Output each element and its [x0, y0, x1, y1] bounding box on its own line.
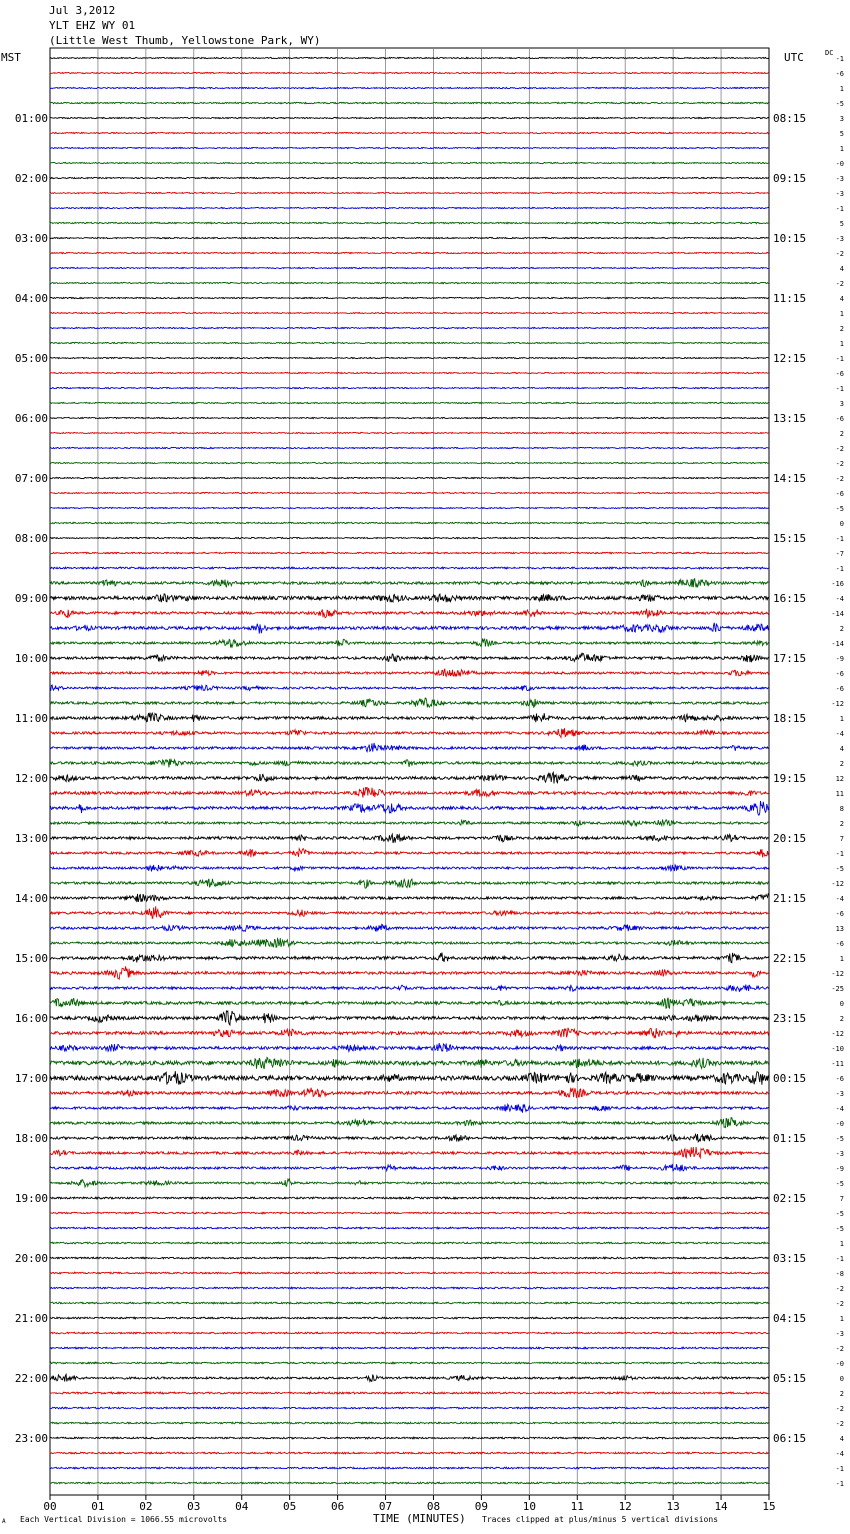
left-hour-label: 07:00 — [14, 472, 48, 485]
dc-offset-value: -9 — [835, 1165, 844, 1173]
seismic-trace — [50, 72, 769, 73]
seismic-trace — [50, 579, 769, 588]
seismic-trace — [50, 906, 769, 918]
seismic-trace — [50, 462, 769, 463]
station-location: (Little West Thumb, Yellowstone Park, WY) — [49, 34, 321, 47]
right-hour-label: 23:15 — [773, 1012, 807, 1025]
left-hour-label: 04:00 — [14, 292, 48, 305]
right-hour-label: 19:15 — [773, 772, 807, 785]
seismic-trace — [50, 938, 769, 947]
trace-layer — [50, 57, 769, 1483]
right-hour-label: 10:15 — [773, 232, 807, 245]
dc-offset-value: -1 — [835, 535, 844, 543]
seismic-trace — [50, 1332, 769, 1334]
dc-offset-value: -4 — [835, 730, 844, 738]
right-hour-label: 15:15 — [773, 532, 807, 545]
dc-offset-value: -6 — [835, 670, 844, 678]
dc-offset-value: -1 — [835, 1465, 844, 1473]
x-tick-label: 15 — [762, 1500, 776, 1513]
seismic-trace — [50, 1482, 769, 1484]
seismic-trace — [50, 1287, 769, 1289]
x-tick-label: 11 — [570, 1500, 584, 1513]
dc-offset-value: -7 — [835, 550, 844, 558]
dc-offset-value: -16 — [831, 580, 844, 588]
seismic-trace — [50, 1147, 769, 1158]
seismic-trace — [50, 1347, 769, 1349]
dc-offset-value: -3 — [835, 190, 844, 198]
seismic-trace — [50, 1257, 769, 1259]
dc-offset-value: -4 — [835, 1105, 844, 1113]
dc-offset-value: 1 — [839, 1240, 844, 1248]
seismic-trace — [50, 1043, 769, 1052]
station-code: YLT EHZ WY 01 — [49, 19, 136, 32]
dc-offset-value: 3 — [839, 400, 844, 408]
seismic-trace — [50, 402, 769, 403]
dc-offset-value: -2 — [835, 1300, 844, 1308]
right-hour-label: 22:15 — [773, 952, 807, 965]
seismic-trace — [50, 1164, 769, 1172]
seismic-trace — [50, 623, 769, 634]
seismic-trace — [50, 653, 769, 662]
x-tick-label: 13 — [666, 1500, 680, 1513]
dc-offset-value: -2 — [835, 1405, 844, 1413]
dc-offset-value: -6 — [835, 70, 844, 78]
left-hour-label: 19:00 — [14, 1192, 48, 1205]
dc-offset-value: 12 — [835, 775, 844, 783]
right-hour-label: 14:15 — [773, 472, 807, 485]
right-hour-label: 16:15 — [773, 592, 807, 605]
seismic-trace — [50, 162, 769, 163]
seismic-trace — [50, 372, 769, 373]
right-hour-label: 13:15 — [773, 412, 807, 425]
dc-offset-value: -6 — [835, 685, 844, 693]
right-hour-label: 21:15 — [773, 892, 807, 905]
seismic-trace — [50, 387, 769, 388]
seismic-trace — [50, 1134, 769, 1142]
dc-offset-value: 2 — [839, 1390, 844, 1398]
dc-offset-value: -1 — [835, 1480, 844, 1488]
dc-offset-value: -8 — [835, 1270, 844, 1278]
dc-offset-value: -0 — [835, 1360, 844, 1368]
dc-offset-value: 3 — [839, 115, 844, 123]
seismic-trace — [50, 894, 769, 902]
seismic-trace — [50, 743, 769, 752]
seismic-trace — [50, 537, 769, 538]
seismic-trace — [50, 685, 769, 691]
seismic-trace — [50, 327, 769, 328]
dc-offset-value: -1 — [835, 385, 844, 393]
seismic-trace — [50, 252, 769, 253]
dc-offset-value: -11 — [831, 1060, 844, 1068]
dc-offset-value: 7 — [839, 835, 844, 843]
seismic-trace — [50, 117, 769, 118]
seismic-trace — [50, 698, 769, 707]
left-hour-label: 15:00 — [14, 952, 48, 965]
left-hour-label: 13:00 — [14, 832, 48, 845]
x-tick-label: 01 — [91, 1500, 105, 1513]
seismic-trace — [50, 147, 769, 148]
dc-offset-value: -1 — [835, 565, 844, 573]
seismic-trace — [50, 728, 769, 737]
left-hour-label: 18:00 — [14, 1132, 48, 1145]
seismic-trace — [50, 267, 769, 268]
dc-offset-header: DC — [825, 49, 834, 57]
seismic-trace — [50, 1057, 769, 1069]
dc-offset-value: -3 — [835, 1150, 844, 1158]
left-hour-label: 22:00 — [14, 1372, 48, 1385]
plot-date: Jul 3,2012 — [49, 4, 116, 17]
dc-offset-value: -12 — [831, 700, 844, 708]
right-hour-label: 20:15 — [773, 832, 807, 845]
seismic-trace — [50, 1011, 769, 1025]
dc-offset-value: -6 — [835, 415, 844, 423]
left-timezone-label: MST — [1, 51, 21, 64]
dc-offset-value: -3 — [835, 1090, 844, 1098]
dc-offset-value: -6 — [835, 370, 844, 378]
dc-offset-value: -14 — [831, 610, 844, 618]
dc-offset-value: 8 — [839, 805, 844, 813]
dc-offset-value: 4 — [839, 1435, 844, 1443]
x-tick-label: 04 — [235, 1500, 249, 1513]
dc-offset-value: 1 — [839, 955, 844, 963]
left-hour-label: 06:00 — [14, 412, 48, 425]
seismic-trace — [50, 297, 769, 298]
dc-offset-value: -1 — [835, 205, 844, 213]
right-hour-label: 02:15 — [773, 1192, 807, 1205]
dc-offset-value: 2 — [839, 1015, 844, 1023]
seismic-trace — [50, 849, 769, 858]
seismic-trace — [50, 1212, 769, 1214]
left-hour-label: 01:00 — [14, 112, 48, 125]
seismic-trace — [50, 834, 769, 843]
left-hour-label: 17:00 — [14, 1072, 48, 1085]
dc-offset-value: 7 — [839, 1195, 844, 1203]
x-axis-title: TIME (MINUTES) — [373, 1512, 466, 1525]
seismic-trace — [50, 609, 769, 618]
seismic-trace — [50, 1242, 769, 1244]
dc-offset-value: -1 — [835, 850, 844, 858]
x-tick-label: 14 — [714, 1500, 728, 1513]
seismic-trace — [50, 1407, 769, 1409]
dc-offset-value: -0 — [835, 1120, 844, 1128]
seismic-trace — [50, 879, 769, 888]
seismic-trace — [50, 953, 769, 963]
dc-offset-value: -5 — [835, 505, 844, 513]
seismic-trace — [50, 87, 769, 88]
seismic-trace — [50, 492, 769, 493]
dc-offset-value: 1 — [839, 85, 844, 93]
seismic-trace — [50, 552, 769, 553]
dc-offset-value: 1 — [839, 310, 844, 318]
plot-frame — [50, 48, 769, 1495]
dc-offset-value: -6 — [835, 940, 844, 948]
seismic-trace — [50, 477, 769, 478]
dc-offset-value: 13 — [835, 925, 844, 933]
x-tick-label: 06 — [330, 1500, 345, 1513]
seismic-trace — [50, 1437, 769, 1439]
dc-offset-value: 4 — [839, 265, 844, 273]
dc-offset-value: 2 — [839, 625, 844, 633]
dc-offset-value: -5 — [835, 1180, 844, 1188]
dc-offset-value: -3 — [835, 1330, 844, 1338]
right-hour-label: 01:15 — [773, 1132, 807, 1145]
dc-offset-value: -4 — [835, 895, 844, 903]
dc-offset-value: 5 — [839, 130, 844, 138]
seismic-trace — [50, 713, 769, 723]
right-hour-label: 05:15 — [773, 1372, 807, 1385]
x-tick-label: 05 — [283, 1500, 297, 1513]
seismic-trace — [50, 507, 769, 508]
x-tick-label: 07 — [378, 1500, 393, 1513]
dc-offset-value: 5 — [839, 220, 844, 228]
seismic-trace — [50, 177, 769, 178]
dc-offset-value: -2 — [835, 1285, 844, 1293]
dc-offset-value: -3 — [835, 175, 844, 183]
corner-mark: A — [2, 1518, 6, 1525]
seismic-trace — [50, 1392, 769, 1394]
dc-offset-value: 1 — [839, 340, 844, 348]
dc-offset-value: -1 — [835, 1255, 844, 1263]
dc-offset-value: -6 — [835, 490, 844, 498]
dc-offset-value: -2 — [835, 460, 844, 468]
right-hour-label: 17:15 — [773, 652, 807, 665]
seismic-trace — [50, 417, 769, 418]
dc-offset-value: -0 — [835, 160, 844, 168]
dc-offset-value: -6 — [835, 910, 844, 918]
left-hour-label: 14:00 — [14, 892, 48, 905]
seismic-trace — [50, 522, 769, 523]
dc-offset-value: -2 — [835, 445, 844, 453]
seismic-trace — [50, 1362, 769, 1364]
left-hour-label: 20:00 — [14, 1252, 48, 1265]
x-tick-label: 10 — [522, 1500, 536, 1513]
dc-offset-value: -5 — [835, 1135, 844, 1143]
dc-offset-value: -2 — [835, 475, 844, 483]
seismic-trace — [50, 1227, 769, 1229]
right-hour-label: 00:15 — [773, 1072, 807, 1085]
seismic-trace — [50, 237, 769, 238]
dc-offset-value: -2 — [835, 280, 844, 288]
dc-offset-value: 2 — [839, 820, 844, 828]
x-tick-label: 00 — [43, 1500, 57, 1513]
left-hour-label: 21:00 — [14, 1312, 48, 1325]
x-tick-label: 12 — [618, 1500, 632, 1513]
left-hour-label: 12:00 — [14, 772, 48, 785]
seismic-trace — [50, 1467, 769, 1469]
seismic-trace — [50, 207, 769, 208]
seismic-trace — [50, 772, 769, 783]
seismic-trace — [50, 669, 769, 677]
x-tick-label: 09 — [474, 1500, 489, 1513]
dc-offset-value: -4 — [835, 1450, 844, 1458]
seismic-trace — [50, 1272, 769, 1274]
left-hour-label: 23:00 — [14, 1432, 48, 1445]
dc-offset-value: -2 — [835, 1420, 844, 1428]
dc-offset-value: 0 — [839, 1000, 844, 1008]
seismic-trace — [50, 638, 769, 647]
dc-offset-value: -5 — [835, 1210, 844, 1218]
seismic-trace — [50, 1317, 769, 1319]
seismic-trace — [50, 924, 769, 931]
seismic-trace — [50, 1452, 769, 1454]
left-hour-label: 05:00 — [14, 352, 48, 365]
dc-offset-value: 11 — [835, 790, 844, 798]
seismic-trace — [50, 222, 769, 223]
seismic-trace — [50, 1088, 769, 1098]
dc-offset-value: -5 — [835, 100, 844, 108]
seismic-trace — [50, 312, 769, 313]
x-tick-label: 03 — [187, 1500, 201, 1513]
seismic-trace — [50, 447, 769, 448]
scale-note: Each Vertical Division = 1066.55 microvolts — [20, 1515, 228, 1524]
right-hour-label: 08:15 — [773, 112, 807, 125]
seismic-trace — [50, 985, 769, 992]
seismic-trace — [50, 787, 769, 798]
seismic-trace — [50, 342, 769, 343]
dc-offset-value: 0 — [839, 520, 844, 528]
dc-offset-value: -3 — [835, 235, 844, 243]
right-hour-label: 11:15 — [773, 292, 807, 305]
dc-offset-value: -12 — [831, 1030, 844, 1038]
seismic-trace — [50, 1071, 769, 1085]
right-hour-label: 03:15 — [773, 1252, 807, 1265]
dc-offset-value: 2 — [839, 760, 844, 768]
dc-offset-value: 2 — [839, 430, 844, 438]
grid-layer — [50, 48, 769, 1500]
dc-offset-value: -1 — [835, 55, 844, 63]
dc-offset-value: -5 — [835, 865, 844, 873]
dc-offset-value: -2 — [835, 1345, 844, 1353]
dc-offset-value: -9 — [835, 655, 844, 663]
dc-offset-value: -6 — [835, 1075, 844, 1083]
seismic-trace — [50, 801, 769, 815]
seismic-trace — [50, 865, 769, 872]
left-hour-label: 08:00 — [14, 532, 48, 545]
seismic-trace — [50, 1118, 769, 1128]
dc-offset-value: -2 — [835, 250, 844, 258]
seismic-trace — [50, 1197, 769, 1199]
dc-offset-value: -12 — [831, 880, 844, 888]
seismic-trace — [50, 432, 769, 433]
right-hour-label: 09:15 — [773, 172, 807, 185]
dc-offset-value: 4 — [839, 745, 844, 753]
right-hour-label: 12:15 — [773, 352, 807, 365]
seismic-trace — [50, 1028, 769, 1038]
seismic-trace — [50, 1422, 769, 1424]
right-timezone-label: UTC — [784, 51, 804, 64]
left-hour-label: 16:00 — [14, 1012, 48, 1025]
dc-offset-value: 1 — [839, 145, 844, 153]
seismic-trace — [50, 820, 769, 826]
dc-offset-value: 1 — [839, 715, 844, 723]
clip-note: Traces clipped at plus/minus 5 vertical divisions — [482, 1515, 719, 1524]
seismic-trace — [50, 1302, 769, 1304]
seismic-trace — [50, 759, 769, 768]
seismic-trace — [50, 192, 769, 193]
x-tick-label: 08 — [426, 1500, 441, 1513]
seismic-trace — [50, 966, 769, 979]
label-layer — [15, 55, 844, 1513]
seismic-trace — [50, 567, 769, 569]
seismic-trace — [50, 57, 769, 58]
dc-offset-value: -5 — [835, 1225, 844, 1233]
dc-offset-value: -10 — [831, 1045, 844, 1053]
seismic-trace — [50, 594, 769, 602]
right-hour-label: 04:15 — [773, 1312, 807, 1325]
seismic-trace — [50, 132, 769, 133]
dc-offset-value: -1 — [835, 355, 844, 363]
dc-offset-value: 2 — [839, 325, 844, 333]
left-hour-label: 03:00 — [14, 232, 48, 245]
seismic-trace — [50, 1104, 769, 1112]
dc-offset-value: -14 — [831, 640, 844, 648]
left-hour-label: 09:00 — [14, 592, 48, 605]
left-hour-label: 02:00 — [14, 172, 48, 185]
dc-offset-value: -12 — [831, 970, 844, 978]
dc-offset-value: 0 — [839, 1375, 844, 1383]
dc-offset-value: 4 — [839, 295, 844, 303]
dc-offset-value: -4 — [835, 595, 844, 603]
seismic-trace — [50, 282, 769, 283]
seismic-trace — [50, 102, 769, 103]
seismic-trace — [50, 998, 769, 1009]
seismic-trace — [50, 1179, 769, 1187]
seismic-trace — [50, 1374, 769, 1381]
x-tick-label: 02 — [139, 1500, 153, 1513]
dc-offset-value: 1 — [839, 1315, 844, 1323]
right-hour-label: 06:15 — [773, 1432, 807, 1445]
right-hour-label: 18:15 — [773, 712, 807, 725]
seismic-trace — [50, 357, 769, 358]
left-hour-label: 11:00 — [14, 712, 48, 725]
left-hour-label: 10:00 — [14, 652, 48, 665]
dc-offset-value: -25 — [831, 985, 844, 993]
